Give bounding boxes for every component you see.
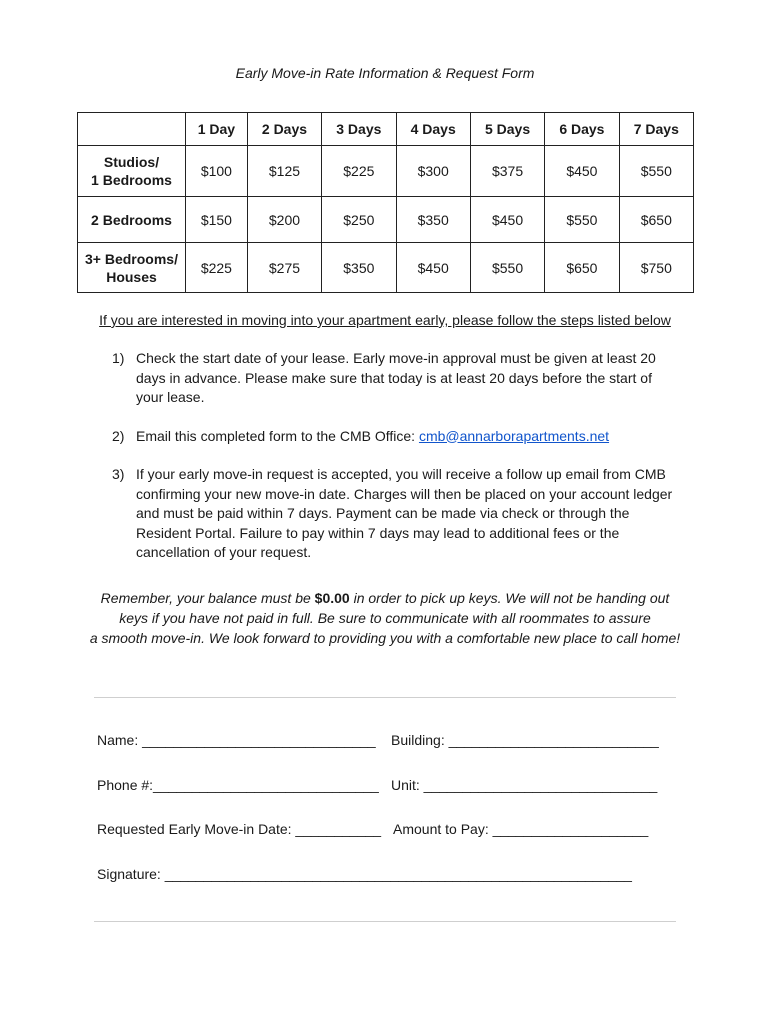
balance-amount: $0.00: [314, 590, 350, 606]
table-header-row: [78, 113, 694, 146]
rate-cell: $250: [322, 197, 396, 243]
page-title: Early Move-in Rate Information & Request Form: [235, 65, 535, 81]
step-text: If your early move-in request is accepted, you will receive a follow up email from CMB confirming your new move-in date. Charges will then be placed on your account ledger and must be paid within 7 days. Payment can be made via check or through the Resident Portal. Failure to pay within 7 days may lead to additional fees or the cancellation of your request.: [136, 466, 673, 560]
rate-cell: $450: [545, 146, 619, 197]
row-label: 2 Bedrooms: [78, 197, 186, 243]
name-field[interactable]: Name: ______________________________: [97, 732, 376, 748]
rate-cell: $300: [396, 146, 470, 197]
list-item: [112, 349, 682, 408]
step-text: Email this completed form to the CMB Office:: [136, 427, 419, 444]
signature-field[interactable]: Signature: ____________________________________________________________: [97, 866, 632, 882]
phone-field[interactable]: Phone #:_____________________________: [97, 777, 379, 793]
rate-cell: $450: [396, 243, 470, 293]
list-item: [112, 465, 682, 563]
rate-cell: $550: [470, 243, 544, 293]
rate-cell: $550: [545, 197, 619, 243]
header-cell: 6 Days: [545, 113, 619, 146]
header-cell: 1 Day: [186, 113, 248, 146]
rate-cell: $550: [619, 146, 693, 197]
unit-field[interactable]: Unit: ______________________________: [391, 777, 658, 793]
header-cell: 5 Days: [470, 113, 544, 146]
header-cell: 3 Days: [322, 113, 396, 146]
header-cell: [78, 113, 186, 146]
amount-to-pay-field[interactable]: Amount to Pay: ____________________: [393, 821, 649, 837]
rate-cell: $350: [322, 243, 396, 293]
header-cell: 4 Days: [396, 113, 470, 146]
header-cell: 2 Days: [247, 113, 321, 146]
steps-list: [112, 349, 682, 582]
step-number: 1): [112, 350, 125, 366]
divider-bottom: [94, 921, 676, 922]
table-row: [78, 146, 694, 197]
table-row: [78, 243, 694, 293]
rate-cell: $350: [396, 197, 470, 243]
instructions-heading: If you are interested in moving into your apartment early, please follow the steps listed below: [99, 312, 671, 328]
row-label: Studios/ 1 Bedrooms: [78, 146, 186, 197]
step-text: Check the start date of your lease. Early move-in approval must be given at least 20 days in advance. Please make sure that today is at least 20 days before the start of your lease.: [136, 350, 656, 405]
rate-cell: $100: [186, 146, 248, 197]
rate-cell: $750: [619, 243, 693, 293]
rate-cell: $375: [470, 146, 544, 197]
list-item: [112, 427, 682, 447]
header-cell: 7 Days: [619, 113, 693, 146]
step-number: 2): [112, 427, 125, 444]
table-row: [78, 197, 694, 243]
rate-cell: $200: [247, 197, 321, 243]
rate-cell: $125: [247, 146, 321, 197]
rate-cell: $650: [619, 197, 693, 243]
rate-cell: $450: [470, 197, 544, 243]
divider-top: [94, 697, 676, 698]
rate-table: [77, 112, 694, 293]
email-link[interactable]: cmb@annarborapartments.net: [418, 427, 610, 444]
rate-cell: $150: [186, 197, 248, 243]
rate-cell: $225: [186, 243, 248, 293]
step-number: 3): [112, 466, 125, 482]
reminder-note: Remember, your balance must be $0.00 in order to pick up keys. We will not be handing out keys if you have not paid in full. Be sure to communicate with all roommates to assure a smooth move-in. We look forward to providing you with a comfortable new place to call home!: [89, 590, 681, 646]
move-in-date-field[interactable]: Requested Early Move-in Date: ___________: [97, 821, 382, 837]
building-field[interactable]: Building: ___________________________: [391, 732, 659, 748]
rate-cell: $225: [322, 146, 396, 197]
rate-cell: $650: [545, 243, 619, 293]
row-label: 3+ Bedrooms/ Houses: [78, 243, 186, 293]
rate-cell: $275: [247, 243, 321, 293]
